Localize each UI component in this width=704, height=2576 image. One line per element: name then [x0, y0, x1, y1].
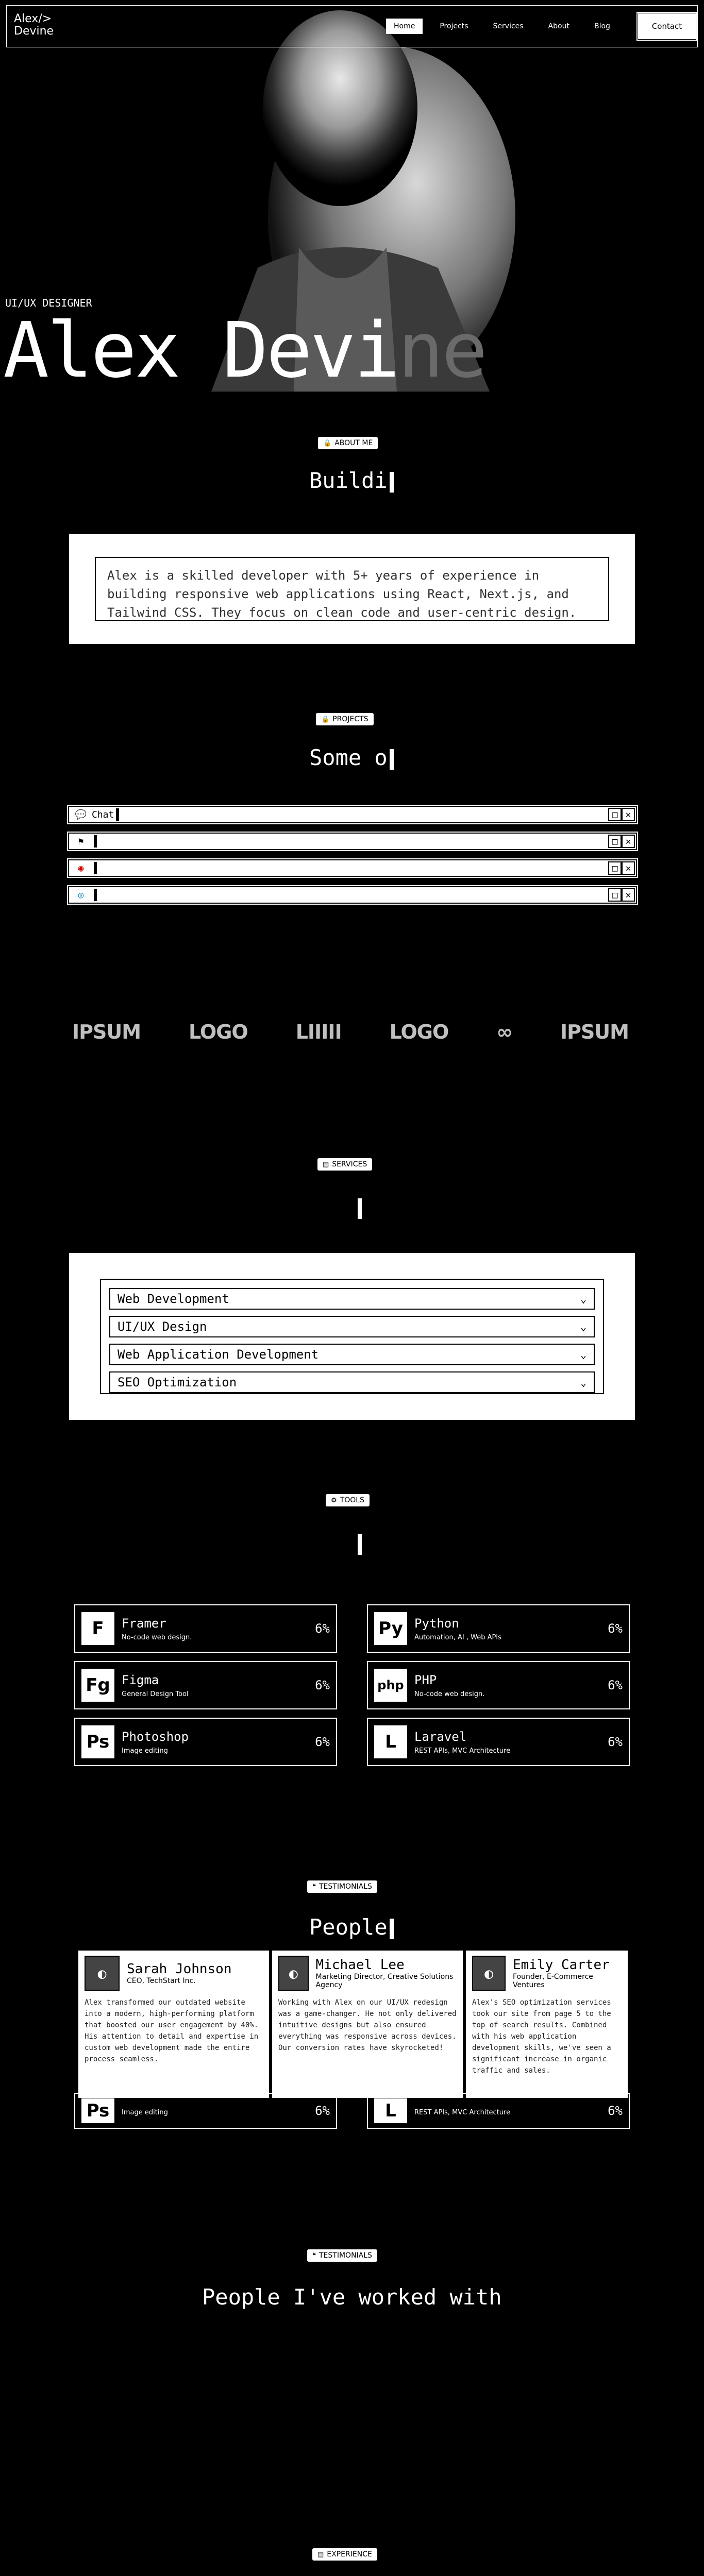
nav-link-projects[interactable]: Projects: [440, 22, 468, 30]
projects-badge: 🔒 PROJECTS: [316, 713, 374, 725]
site-logo[interactable]: Alex/> Devine: [14, 12, 54, 38]
client-logo-2: LOGO: [189, 1021, 248, 1043]
hero-name: [3, 306, 486, 392]
typing-cursor: [390, 472, 394, 493]
client-logos-strip: [72, 1019, 629, 1045]
globe-icon: ◎: [78, 889, 84, 901]
avatar: ◐: [85, 1956, 120, 1991]
about-badge: 🔒 ABOUT ME: [318, 437, 378, 449]
tool-card-python: Py Python Automation, AI , Web APIs 6%: [367, 1604, 630, 1653]
photoshop-icon: Ps: [81, 1725, 114, 1758]
services-badge: ▤ SERVICES: [317, 1158, 372, 1171]
chat-icon: 💬: [75, 809, 87, 820]
services-list: [100, 1279, 604, 1394]
about-text: Alex is a skilled developer with 5+ years of experience in building responsive web applications using React, Next.js, and Tailwind CSS. They focus on clean code and user-centric design.: [95, 557, 609, 621]
lock-icon: 🔒: [321, 715, 330, 723]
about-card: [69, 534, 635, 644]
hero-role: UI/UX DESIGNER: [5, 297, 92, 309]
hero-name-main: Alex Devi: [3, 306, 398, 392]
app-icon: ◉: [78, 862, 84, 874]
service-web-application-development[interactable]: Web Application Development ⌄: [109, 1344, 595, 1365]
chevron-down-icon: ⌄: [580, 1293, 586, 1305]
client-logo-4: LOGO: [389, 1021, 449, 1043]
client-logo-3: LIIIII: [295, 1021, 342, 1043]
php-icon: php: [374, 1669, 407, 1702]
tool-card-framer: F Framer No-code web design. 6%: [74, 1604, 337, 1653]
tool-card-figma: Fg Figma General Design Tool 6%: [74, 1661, 337, 1709]
testimonials-badge-2: ❝ TESTIMONIALS: [307, 2249, 377, 2262]
tools-badge: ⚙ TOOLS: [326, 1494, 370, 1506]
nav-link-home[interactable]: Home: [386, 19, 423, 34]
top-navbar: [6, 5, 698, 47]
chevron-down-icon: ⌄: [580, 1348, 586, 1361]
maximize-icon[interactable]: □: [608, 835, 622, 848]
avatar: ◐: [472, 1956, 506, 1991]
typing-cursor: [390, 1919, 394, 1939]
tool-card-php: php PHP No-code web design. 6%: [367, 1661, 630, 1709]
framer-icon: F: [81, 1612, 114, 1645]
service-ui-ux-design[interactable]: UI/UX Design ⌄: [109, 1316, 595, 1337]
avatar: ◐: [278, 1956, 309, 1991]
project-window-2[interactable]: [68, 833, 637, 850]
flag-icon: ⚑: [78, 836, 84, 847]
close-icon[interactable]: ✕: [622, 808, 635, 821]
laravel-icon: L: [374, 2098, 407, 2123]
projects-title: Some o: [309, 745, 394, 770]
chevron-down-icon: ⌄: [580, 1376, 586, 1388]
briefcase-icon: ▤: [317, 2550, 324, 2558]
project-window-chat[interactable]: 💬 Chat □ ✕: [68, 806, 637, 823]
service-seo-optimization[interactable]: SEO Optimization ⌄: [109, 1371, 595, 1393]
client-logo-6: IPSUM: [560, 1021, 629, 1043]
services-title: [356, 1198, 362, 1219]
services-card: [69, 1253, 635, 1420]
project-window-4[interactable]: [68, 886, 637, 904]
testimonials-title-2: People I've worked with: [202, 2284, 502, 2310]
client-logo-1: IPSUM: [72, 1021, 141, 1043]
hero-section: [0, 0, 704, 392]
tools-title: [356, 1534, 362, 1555]
close-icon[interactable]: ✕: [622, 861, 635, 875]
typing-cursor: [358, 1534, 362, 1555]
testimonials-badge: ❝ TESTIMONIALS: [307, 1880, 377, 1893]
maximize-icon[interactable]: □: [608, 888, 622, 902]
briefcase-icon: ▤: [323, 1160, 329, 1168]
tool-card-photoshop-ghost: Ps Image editing 6%: [74, 2093, 337, 2129]
nav-link-about[interactable]: About: [548, 22, 569, 30]
maximize-icon[interactable]: □: [608, 861, 622, 875]
service-web-development[interactable]: Web Development ⌄: [109, 1288, 595, 1310]
tool-card-photoshop: Ps Photoshop Image editing 6%: [74, 1718, 337, 1766]
quote-icon: ❝: [312, 1883, 316, 1891]
client-logo-5: ∞: [496, 1021, 512, 1043]
nav-link-blog[interactable]: Blog: [594, 22, 610, 30]
about-title: Buildi: [309, 468, 394, 493]
maximize-icon[interactable]: □: [608, 808, 622, 821]
tool-card-laravel-ghost: L REST APIs, MVC Architecture 6%: [367, 2093, 630, 2129]
testimonials-title: People: [309, 1914, 394, 1940]
nav-link-services[interactable]: Services: [493, 22, 524, 30]
testimonial-card-michael: ◐ Michael Lee Marketing Director, Creative Solutions Agency Working with Alex on our UI/UX redesign was a game-changer. He not only delivered intuitive designs but also ensured everything was responsive across devices. Our conversion rates have skyrocketed!: [272, 1951, 463, 2098]
testimonial-card-emily: ◐ Emily Carter Founder, E-Commerce Ventures Alex's SEO optimization services took our site from page 5 to the top of search results. Combined with his web application development skills, we've seen a significant increase in organic traffic and sales.: [466, 1951, 628, 2098]
figma-icon: Fg: [81, 1669, 114, 1702]
project-window-3[interactable]: [68, 859, 637, 877]
typing-cursor: [390, 749, 394, 770]
gear-icon: ⚙: [331, 1496, 337, 1504]
contact-button[interactable]: Contact: [638, 13, 696, 40]
nav-links: [386, 19, 627, 34]
chevron-down-icon: ⌄: [580, 1320, 586, 1333]
laravel-icon: L: [374, 1725, 407, 1758]
lock-icon: 🔒: [323, 439, 332, 447]
hero-name-fade: ne: [397, 306, 486, 392]
close-icon[interactable]: ✕: [622, 888, 635, 902]
typing-cursor: [358, 1198, 362, 1219]
close-icon[interactable]: ✕: [622, 835, 635, 848]
testimonial-card-sarah: ◐ Sarah Johnson CEO, TechStart Inc. Alex transformed our outdated website into a modern, high-performing platform that boosted our user engagement by 40%. His attention to detail and expertise in custom web development made the entire process seamless.: [78, 1951, 269, 2098]
tool-card-laravel: L Laravel REST APIs, MVC Architecture 6%: [367, 1718, 630, 1766]
quote-icon: ❝: [312, 2251, 316, 2260]
experience-badge: ▤ EXPERIENCE: [312, 2548, 377, 2561]
photoshop-icon: Ps: [81, 2098, 114, 2123]
python-icon: Py: [374, 1612, 407, 1645]
